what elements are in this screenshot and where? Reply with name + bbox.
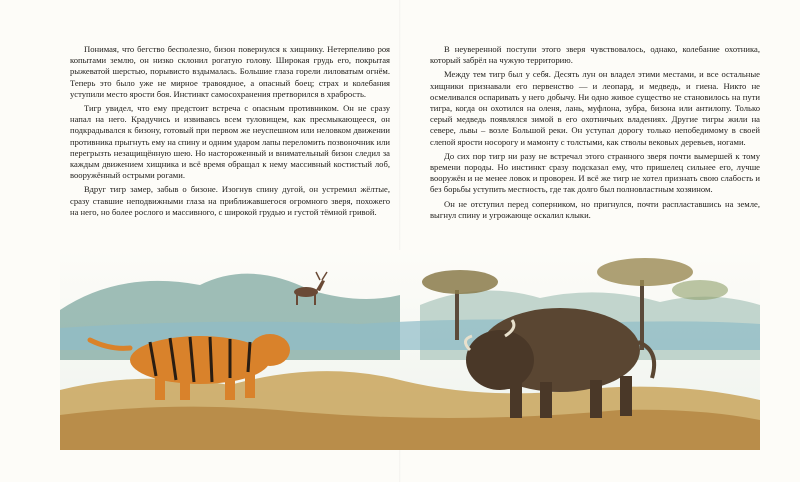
tiger-bison-illustration bbox=[60, 250, 760, 450]
right-paragraph-3: До сих пор тигр ни разу не встречал этого странного зверя почти вымершей к тому времени породы. Но инстинкт сразу подсказал ему, что пришелец сильнее его, лучше вооружён и не менее ловок и проворен. И всё же тигр не хотел признать свою слабость и без борьбы уступить местность, где так долго был полновластным хозяином. bbox=[430, 150, 760, 195]
left-page-text bbox=[70, 44, 390, 221]
right-paragraph-1: В неуверенной поступи этого зверя чувствовалось, однако, колебание охотника, который забрёл на чужую территорию. bbox=[430, 44, 760, 66]
right-paragraph-2: Между тем тигр был у себя. Десять лун он владел этими местами, и все остальные хищники признавали его первенство — и леопард, и медведь, и гиена. Никто не осмеливался оспаривать у него добычу. Ни одно живое существо не становилось на пути тигра, когда он охотился на оленя, лань, муфлона, зубра, бизона или антилопу. Только серый медведь появлялся зимой в его охотничьих владениях. Другие тигры жили на севере, львы – возле Большой реки. Он уступал дорогу только непобедимому в своей слепой ярости носорогу и мамонту с толстыми, как стволы вековых деревьев, ногами. bbox=[430, 69, 760, 147]
left-paragraph-1: Понимая, что бегство бесполезно, бизон повернулся к хищнику. Нетерпеливо роя копытами землю, он низко склонил рогатую голову. Широкая грудь его, покрытая рыжеватой шерстью, порывисто вздымалась. Большие глаза горели лиловатым огнём. Теперь это было уже не мирное травоядное, а опасный боец; страх и колебания уступили место ярости боя. Инстинкт самосохранения претворился в храбрость. bbox=[70, 44, 390, 99]
right-paragraph-4: Он не отступил перед соперником, но пригнулся, почти распластавшись на земле, выгнул спину и угрожающе оскалил клыки. bbox=[430, 198, 760, 220]
left-paragraph-3: Вдруг тигр замер, забыв о бизоне. Изогнув спину дугой, он устремил жёлтые, сразу ставшие неподвижными глаза на приближавшегося огромного зверя, похожего на него, но более рослого и массивного, с широкой грудью и густой тёмной гривой. bbox=[70, 184, 390, 217]
right-page-text bbox=[430, 44, 760, 224]
left-paragraph-2: Тигр увидел, что ему предстоит встреча с опасным противником. Он не сразу напал на него. Крадучись и извиваясь всем туловищем, как пресмыкающееся, он подкрадывался к бизону, готовый при первом же неуспешном или неловком движении противника прыгнуть ему на спину и одним ударом лапы переломить позвоночник или перегрызть незащищённую шею. Но настороженный и внимательный бизон следил за каждым движением хищника и всё время обращал к нему массивный костистый лоб, вооружённый острыми рогами. bbox=[70, 103, 390, 181]
